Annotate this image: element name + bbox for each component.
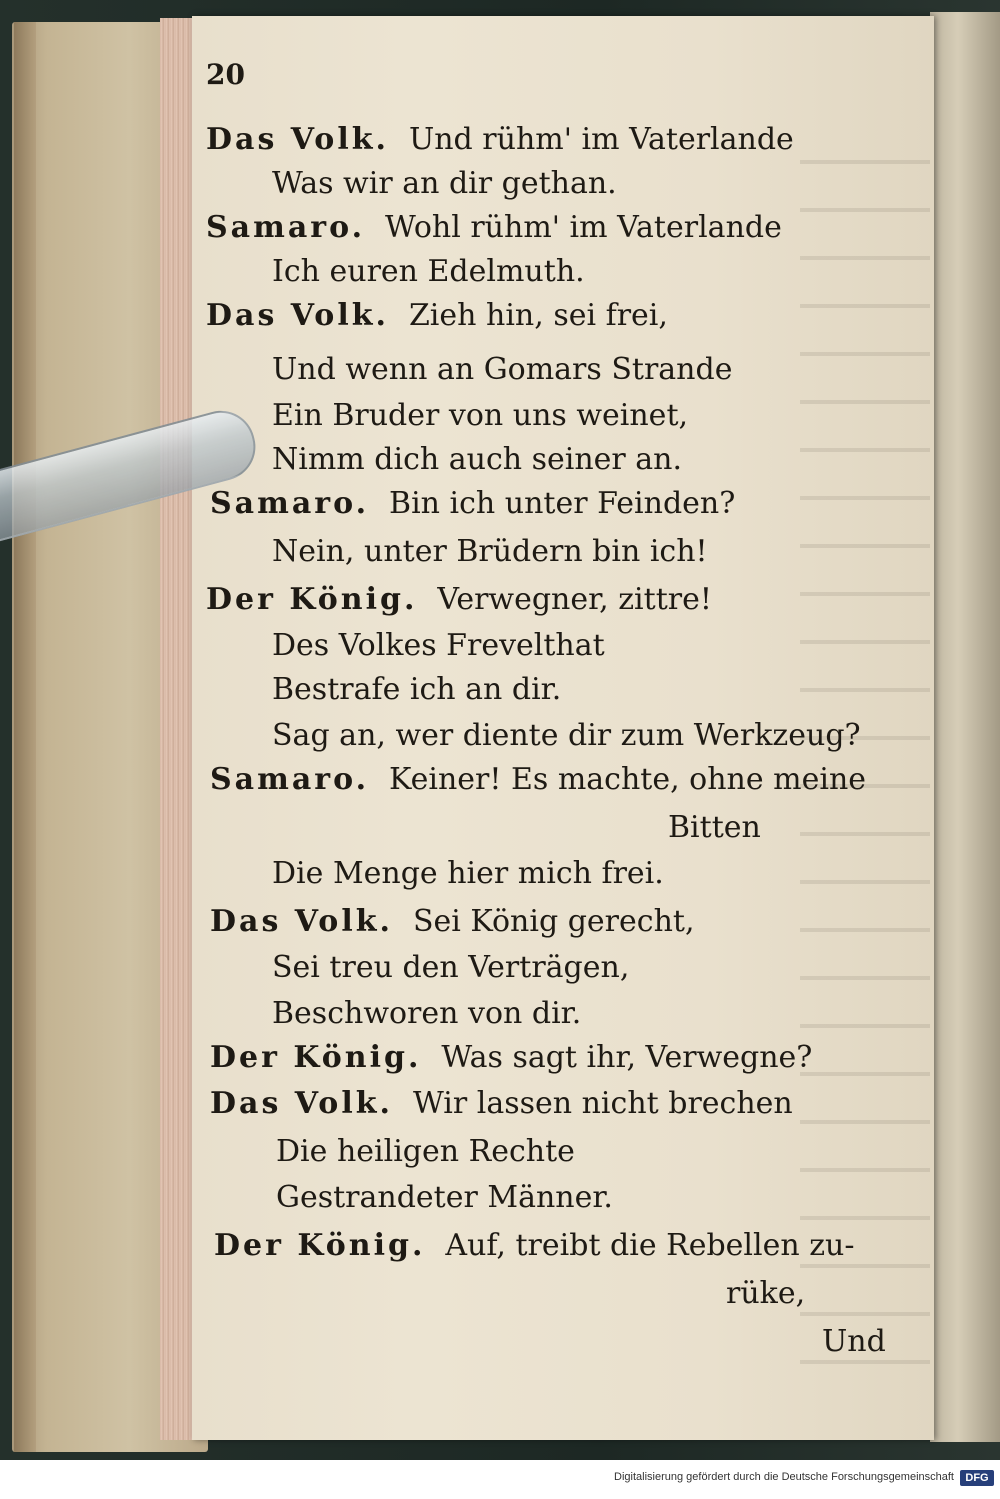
speaker: Das Volk.: [206, 298, 389, 333]
verse: Bitten: [668, 810, 761, 845]
speaker: Der König.: [206, 582, 418, 617]
verse: Gestrandeter Männer.: [276, 1180, 613, 1215]
speaker: Samaro.: [210, 486, 370, 521]
verse: Die heiligen Rechte: [276, 1134, 575, 1169]
text-line-6: [272, 352, 732, 388]
verse: Was wir an dir gethan.: [272, 166, 617, 201]
text-line-21: [210, 1040, 812, 1076]
text-line-2: [272, 166, 617, 202]
speaker: Der König.: [210, 1040, 422, 1075]
text-line-22: [210, 1086, 793, 1122]
verse: rüke,: [726, 1276, 806, 1311]
verse: Was sagt ihr, Verwegne?: [441, 1040, 813, 1075]
verse: Wir lassen nicht brechen: [412, 1086, 793, 1121]
funding-credit: Digitalisierung gefördert durch die Deutsche Forschungsgemeinschaft: [614, 1471, 954, 1483]
dfg-logo: DFG: [960, 1470, 994, 1486]
verse: Und: [822, 1324, 886, 1359]
verse: Sei König gerecht,: [412, 904, 695, 939]
text-line-15: [210, 762, 866, 798]
footer-bar: [0, 1460, 1000, 1499]
speaker: Der König.: [214, 1228, 426, 1263]
text-line-3: [206, 210, 782, 246]
verse: Nimm dich auch seiner an.: [272, 442, 683, 477]
verse: Bin ich unter Feinden?: [389, 486, 736, 521]
speaker: Samaro.: [210, 762, 370, 797]
text-line-24: [276, 1180, 613, 1216]
verse: Ein Bruder von uns weinet,: [272, 398, 689, 433]
text-line-14: [272, 718, 861, 754]
speaker: Das Volk.: [210, 904, 393, 939]
verse: Zieh hin, sei frei,: [408, 298, 668, 333]
text-line-10: [272, 534, 708, 570]
text-line-25: [214, 1228, 855, 1264]
text-line-23: [276, 1134, 575, 1170]
speaker: Samaro.: [206, 210, 366, 245]
text-line-7: [272, 398, 688, 434]
text-line-26: [726, 1276, 805, 1312]
verse: Die Menge hier mich frei.: [272, 856, 664, 891]
verse: Bestrafe ich an dir.: [272, 672, 562, 707]
verse: Wohl rühm' im Vaterlande: [385, 210, 782, 245]
verse: Beschworen von dir.: [272, 996, 582, 1031]
page-number: 20: [206, 58, 245, 91]
verse: Auf, treibt die Rebellen zu-: [445, 1228, 855, 1263]
text-line-4: [272, 254, 585, 290]
text-line-1: [206, 122, 794, 158]
verse: Ich euren Edelmuth.: [272, 254, 585, 289]
text-line-12: [272, 628, 605, 664]
verse: Und rühm' im Vaterlande: [408, 122, 794, 157]
text-line-5: [206, 298, 668, 334]
speaker: Das Volk.: [210, 1086, 393, 1121]
verse: Keiner! Es machte, ohne meine: [389, 762, 867, 797]
text-line-9: [210, 486, 735, 522]
text-line-8: [272, 442, 682, 478]
verse: Verwegner, zittre!: [437, 582, 712, 617]
speaker: Das Volk.: [206, 122, 389, 157]
verse: Sei treu den Verträgen,: [272, 950, 630, 985]
verse: Und wenn an Gomars Strande: [272, 352, 733, 387]
verse: Sag an, wer diente dir zum Werkzeug?: [272, 718, 861, 753]
text-line-16: [668, 810, 761, 846]
text-line-18: [210, 904, 694, 940]
text-line-20: [272, 996, 581, 1032]
text-line-11: [206, 582, 712, 618]
text-line-27: [822, 1324, 886, 1360]
text-line-17: [272, 856, 664, 892]
text-line-19: [272, 950, 629, 986]
verse: Nein, unter Brüdern bin ich!: [272, 534, 708, 569]
text-line-13: [272, 672, 561, 708]
verse: Des Volkes Frevelthat: [272, 628, 605, 663]
